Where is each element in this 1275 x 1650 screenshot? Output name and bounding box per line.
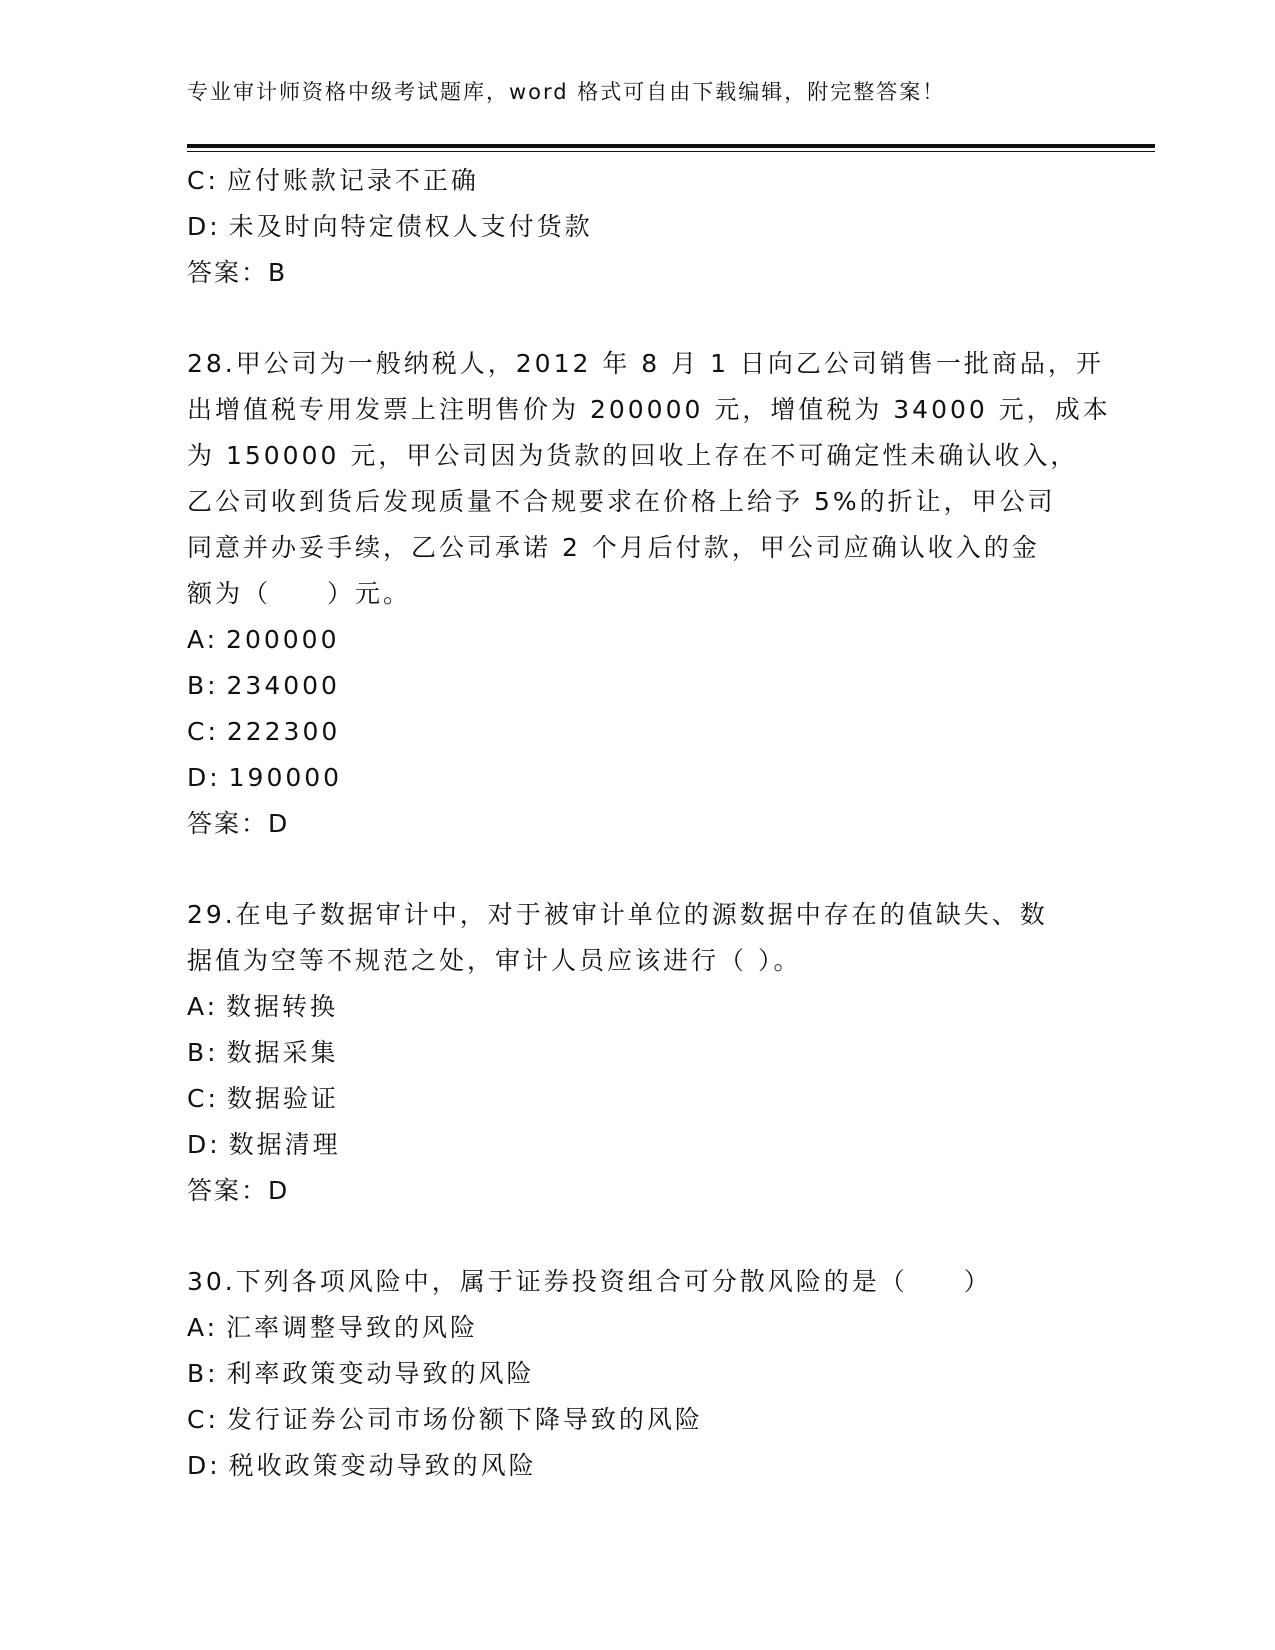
spacer [187, 1214, 1087, 1259]
option-label: C: [187, 717, 219, 746]
option-text: 190000 [228, 763, 343, 792]
option-text: 汇率调整导致的风险 [226, 1313, 479, 1342]
question-text-line: 为 150000 元，甲公司因为货款的回收上存在不可确定性未确认收入， [187, 441, 1079, 470]
spacer [187, 847, 1087, 892]
option-text: 应付账款记录不正确 [226, 166, 479, 195]
option-label: A: [187, 992, 219, 1021]
option-a [187, 617, 1087, 663]
option-text: 利率政策变动导致的风险 [226, 1359, 535, 1388]
option-a [187, 1305, 1087, 1351]
option-text: 数据清理 [228, 1130, 341, 1159]
option-c [187, 1076, 1087, 1122]
option-text: 数据转换 [226, 992, 339, 1021]
option-text: 数据验证 [226, 1084, 339, 1113]
option-text: 数据采集 [226, 1038, 339, 1067]
option-c [187, 709, 1087, 755]
question-text-line: 同意并办妥手续，乙公司承诺 2 个月后付款，甲公司应确认收入的金 [187, 533, 1040, 562]
option-text: 222300 [226, 717, 341, 746]
spacer [187, 296, 1087, 341]
option-d [187, 204, 1087, 250]
question-text-line: 据值为空等不规范之处，审计人员应该进行（ ）。 [187, 946, 802, 975]
option-a [187, 984, 1087, 1030]
option-label: D: [187, 212, 221, 241]
option-b [187, 1351, 1087, 1397]
question-28 [187, 341, 1111, 847]
option-text: 234000 [226, 671, 340, 700]
option-label: C: [187, 1405, 219, 1434]
option-label: A: [187, 1313, 219, 1342]
option-label: A: [187, 625, 219, 654]
answer: 答案：D [187, 1176, 290, 1205]
question-text-line: 30.下列各项风险中，属于证券投资组合可分散风险的是（ ） [187, 1267, 992, 1296]
header-rule-thin [187, 151, 1155, 152]
question-text-line: 29.在电子数据审计中，对于被审计单位的源数据中存在的值缺失、数 [187, 900, 1048, 929]
option-label: D: [187, 1130, 221, 1159]
option-label: D: [187, 1451, 221, 1480]
option-d [187, 1443, 1087, 1489]
question-text-line: 28.甲公司为一般纳税人，2012 年 8 月 1 日向乙公司销售一批商品，开 [187, 349, 1104, 378]
option-label: B: [187, 1359, 219, 1388]
option-d [187, 1122, 1087, 1168]
question-27 [187, 158, 1087, 296]
option-label: C: [187, 166, 219, 195]
header-rule-thick [187, 144, 1155, 148]
option-label: B: [187, 671, 219, 700]
option-text: 未及时向特定债权人支付货款 [228, 212, 593, 241]
option-d [187, 755, 1087, 801]
option-b [187, 663, 1087, 709]
option-text: 税收政策变动导致的风险 [228, 1451, 537, 1480]
question-text-line: 乙公司收到货后发现质量不合规要求在价格上给予 5%的折让，甲公司 [187, 487, 1056, 516]
question-text-line: 出增值税专用发票上注明售价为 200000 元，增值税为 34000 元，成本 [187, 395, 1111, 424]
document-body [187, 158, 1111, 1489]
option-text: 发行证券公司市场份额下降导致的风险 [226, 1405, 703, 1434]
option-label: D: [187, 763, 221, 792]
question-text-line: 额为（ ）元。 [187, 579, 412, 608]
answer: 答案：D [187, 809, 290, 838]
option-c [187, 158, 1087, 204]
option-label: C: [187, 1084, 219, 1113]
page-header: 专业审计师资格中级考试题库，word 格式可自由下载编辑，附完整答案！ [187, 80, 946, 104]
option-b [187, 1030, 1087, 1076]
option-c [187, 1397, 1087, 1443]
question-30 [187, 1259, 1087, 1489]
option-label: B: [187, 1038, 219, 1067]
question-29 [187, 892, 1087, 1214]
answer: 答案：B [187, 258, 288, 287]
option-text: 200000 [226, 625, 340, 654]
